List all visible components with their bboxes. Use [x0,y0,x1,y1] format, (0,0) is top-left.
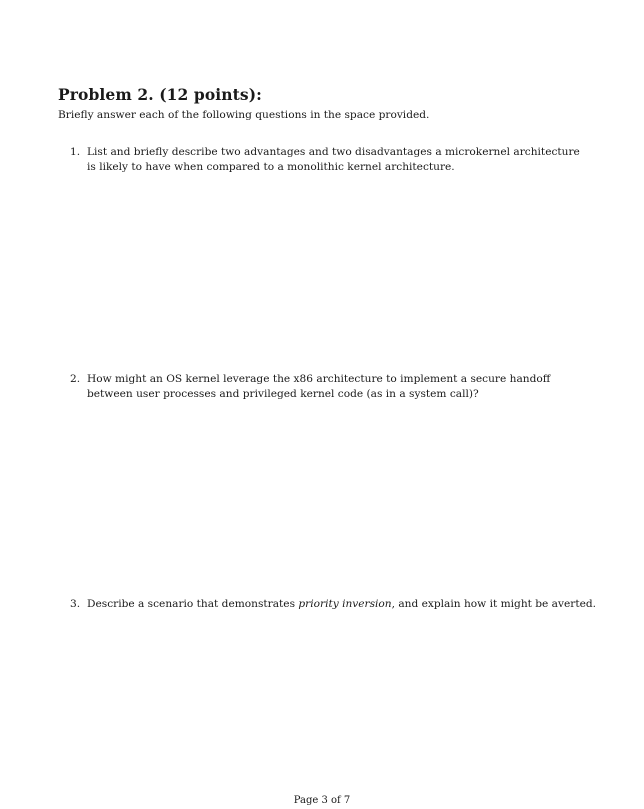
question-number: 2. [70,373,81,385]
question-text [87,597,596,612]
question-text: How might an OS kernel leverage the x86 architecture to implement a secure handoff between user processes and privileged kernel code (as in a system call)? [87,373,551,400]
problem-title: Problem 2. (12 points): [58,85,262,104]
question-number: 3. [70,598,81,610]
emphasized-term: priority inversion [298,598,392,610]
problem-instructions: Briefly answer each of the following questions in the space provided. [58,109,430,121]
question-1 [70,145,580,175]
question-3 [70,597,596,612]
question-number: 1. [70,146,81,158]
page-number: Page 3 of 7 [293,795,351,806]
question-text: List and briefly describe two advantages and two disadvantages a microkernel architecture is likely to have when compared to a monolithic kernel architecture. [87,146,580,173]
question-text-start: Describe a scenario that demonstrates [87,598,299,610]
question-2 [70,372,580,402]
question-text-end: , and explain how it might be averted. [391,598,596,610]
